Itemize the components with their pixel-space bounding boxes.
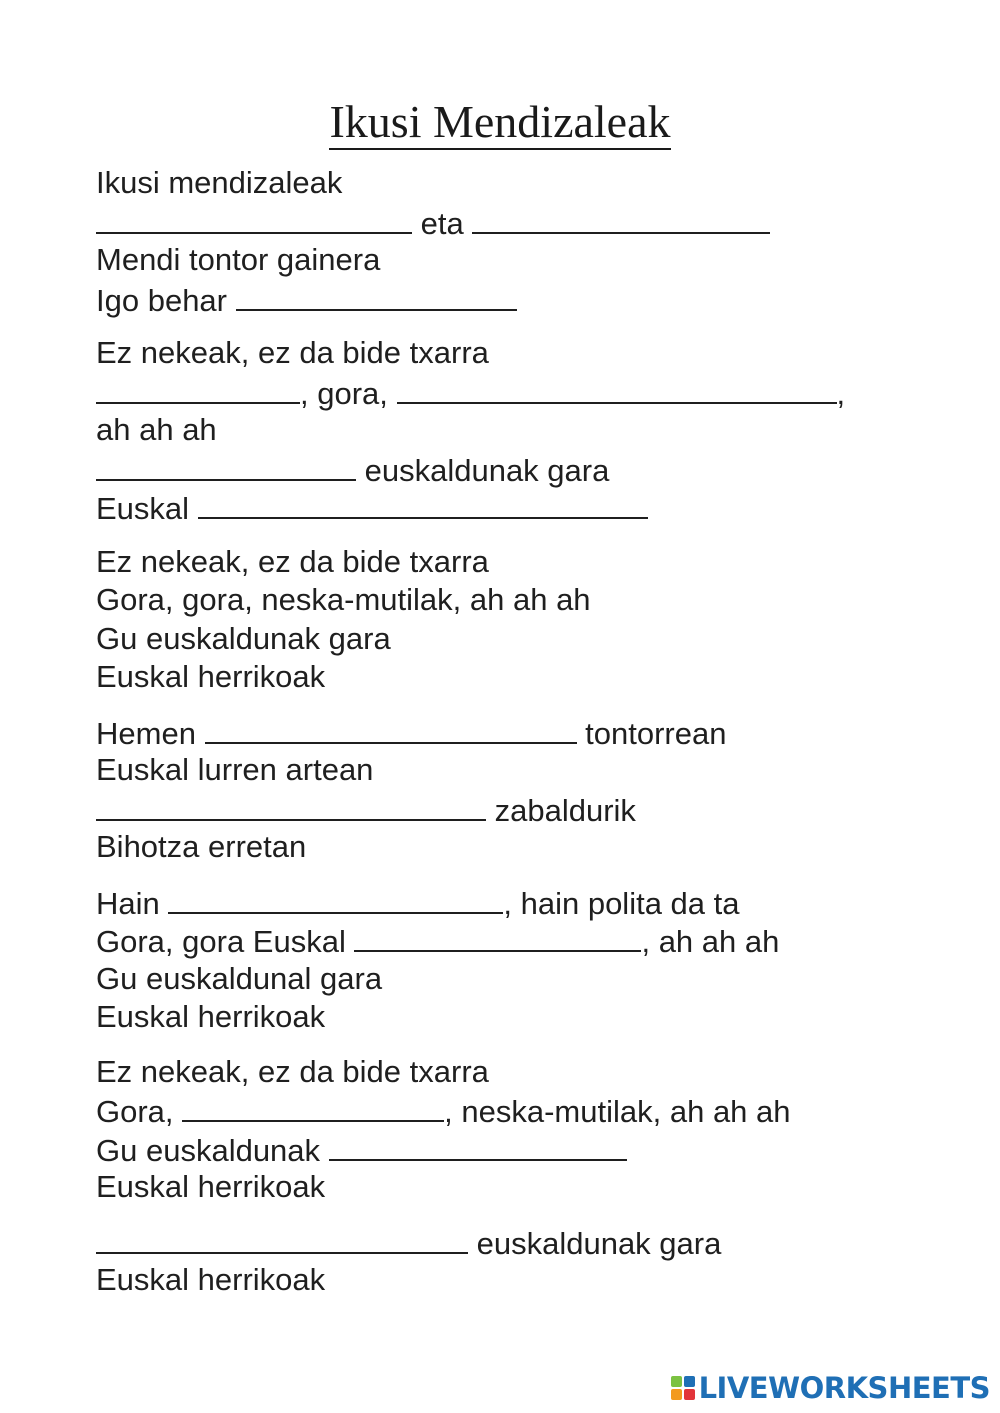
stanza-6 (96, 1053, 956, 1207)
lyric-line: Bihotza erretan (96, 829, 307, 864)
lyric-line: Hemen tontorrean (96, 713, 956, 752)
lyric-line: Euskal herrikoak (96, 659, 326, 694)
lyric-line: Ez nekeak, ez da bide txarra (96, 1053, 489, 1089)
fill-blank[interactable] (329, 1130, 627, 1161)
fill-blank[interactable] (198, 488, 648, 519)
liveworksheets-logo-icon (671, 1376, 695, 1400)
lyric-line: zabaldurik (96, 790, 956, 829)
stanza-1 (96, 164, 956, 318)
lyric-line: Gu euskaldunak (96, 1130, 956, 1169)
lyric-line: Gora, gora Euskal , ah ah ah (96, 921, 956, 960)
lyric-line: Gu euskaldunal gara (96, 960, 383, 996)
fill-blank[interactable] (96, 450, 356, 481)
lyric-line: Ez nekeak, ez da bide txarra (96, 335, 489, 370)
stanza-4 (96, 713, 956, 867)
lyric-line: Ez nekeak, ez da bide txarra (96, 543, 489, 579)
lyric-line: eta (96, 203, 956, 242)
fill-blank[interactable] (236, 280, 517, 311)
lyric-line: Euskal lurren artean (96, 752, 374, 787)
logo-square-orange (671, 1389, 682, 1400)
lyric-line: Igo behar (96, 280, 956, 319)
fill-blank[interactable] (96, 790, 486, 821)
lyric-line: euskaldunak gara (96, 1223, 956, 1262)
logo-square-green (671, 1376, 682, 1387)
liveworksheets-logo[interactable] (671, 1371, 990, 1405)
logo-text: LIVEWORKSHEETS (698, 1371, 990, 1405)
lyric-line: Euskal herrikoak (96, 999, 326, 1034)
lyric-line: Ikusi mendizaleak (96, 165, 343, 200)
lyric-line: Euskal herrikoak (96, 1262, 326, 1297)
stanza-7 (96, 1223, 956, 1300)
stanza-5 (96, 883, 956, 1037)
lyric-line: Gora, , neska-mutilak, ah ah ah (96, 1091, 956, 1130)
lyric-line: Hain , hain polita da ta (96, 883, 956, 922)
fill-blank[interactable] (354, 921, 641, 952)
lyric-line: , gora, , (96, 373, 956, 412)
lyric-line: Gu euskaldunak gara (96, 620, 391, 656)
lyric-line: euskaldunak gara (96, 450, 956, 489)
fill-blank[interactable] (96, 373, 300, 404)
lyric-line: Mendi tontor gainera (96, 242, 381, 277)
song-lyrics (96, 164, 956, 1316)
fill-blank[interactable] (182, 1091, 444, 1122)
stanza-2 (96, 334, 956, 527)
lyric-line: ah ah ah (96, 412, 217, 447)
stanza-3 (96, 543, 956, 697)
fill-blank[interactable] (96, 203, 412, 234)
fill-blank[interactable] (472, 203, 770, 234)
worksheet-title: Ikusi Mendizaleak (0, 92, 1000, 152)
logo-square-red (684, 1389, 695, 1400)
lyric-line: Euskal (96, 488, 956, 527)
fill-blank[interactable] (168, 883, 503, 914)
lyric-line: Euskal herrikoak (96, 1169, 326, 1204)
logo-square-blue (684, 1376, 695, 1387)
fill-blank[interactable] (96, 1223, 468, 1254)
fill-blank[interactable] (205, 713, 577, 744)
fill-blank[interactable] (397, 373, 837, 404)
lyric-line: Gora, gora, neska-mutilak, ah ah ah (96, 582, 591, 617)
